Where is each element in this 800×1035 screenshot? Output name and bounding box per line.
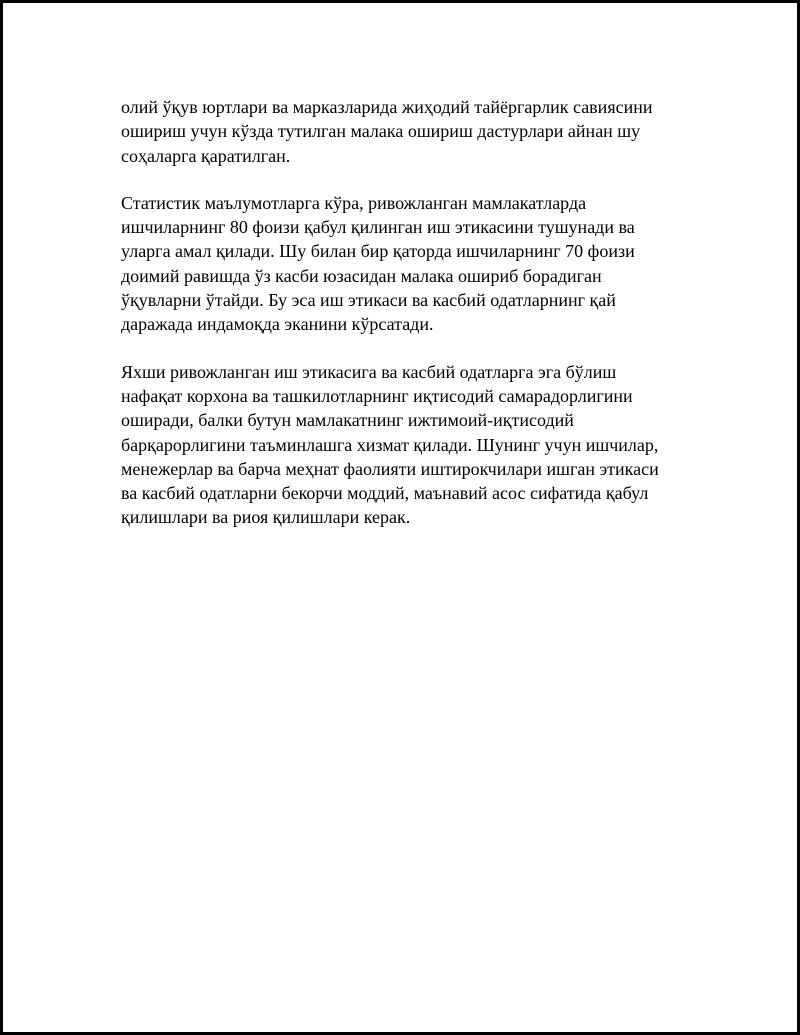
text-line: уларга амал қилади. Шу билан бир қаторда ишчиларнинг 70 фоизи (121, 241, 635, 262)
text-line: барқарорлигини таъминлашга хизмат қилади. Шунинг учун ишчилар, (121, 434, 659, 455)
paragraph-2 (121, 191, 701, 337)
text-line: ўқувларни ўтайди. Бу эса иш этикаси ва касбий одатларнинг қай (121, 290, 616, 311)
text-line: оширади, балки бутун мамлакатнинг ижтимоий-иқтисодий (121, 410, 574, 431)
document-body (121, 95, 701, 553)
paragraph-1 (121, 95, 701, 168)
text-line: олий ўқув юртлари ва марказларида жиҳодий тайёргарлик савиясини (121, 97, 653, 117)
text-line: доимий равишда ўз касби юзасидан малака ошириб борадиган (121, 265, 602, 286)
text-line: ишчиларнинг 80 фоизи қабул қилинган иш этикасини тушунади ва (121, 217, 635, 238)
text-line: қилишлари ва риоя қилишлари керак. (121, 507, 411, 528)
text-line: ошириш учун кўзда тутилган малака ошириш дастурлари айнан шу (121, 121, 641, 142)
text-line: Яхши ривожланган иш этикасига ва касбий одатларга эга бўлиш (121, 361, 617, 382)
text-line: Статистик маълумотларга кўра, ривожланган мамлакатларда (121, 192, 587, 213)
text-line: ва касбий одатларни бекорчи моддий, маънавий асос сифатида қабул (121, 483, 649, 504)
text-line: соҳаларга қаратилган. (121, 145, 291, 166)
text-line: нафақат корхона ва ташкилотларнинг иқтисодий самарадорлигини (121, 385, 633, 406)
text-line: менежерлар ва барча меҳнат фаолияти иштирокчилари ишган этикаси (121, 458, 659, 479)
paragraph-3 (121, 360, 701, 530)
text-line: даражада индамоқда эканини кўрсатади. (121, 314, 434, 335)
